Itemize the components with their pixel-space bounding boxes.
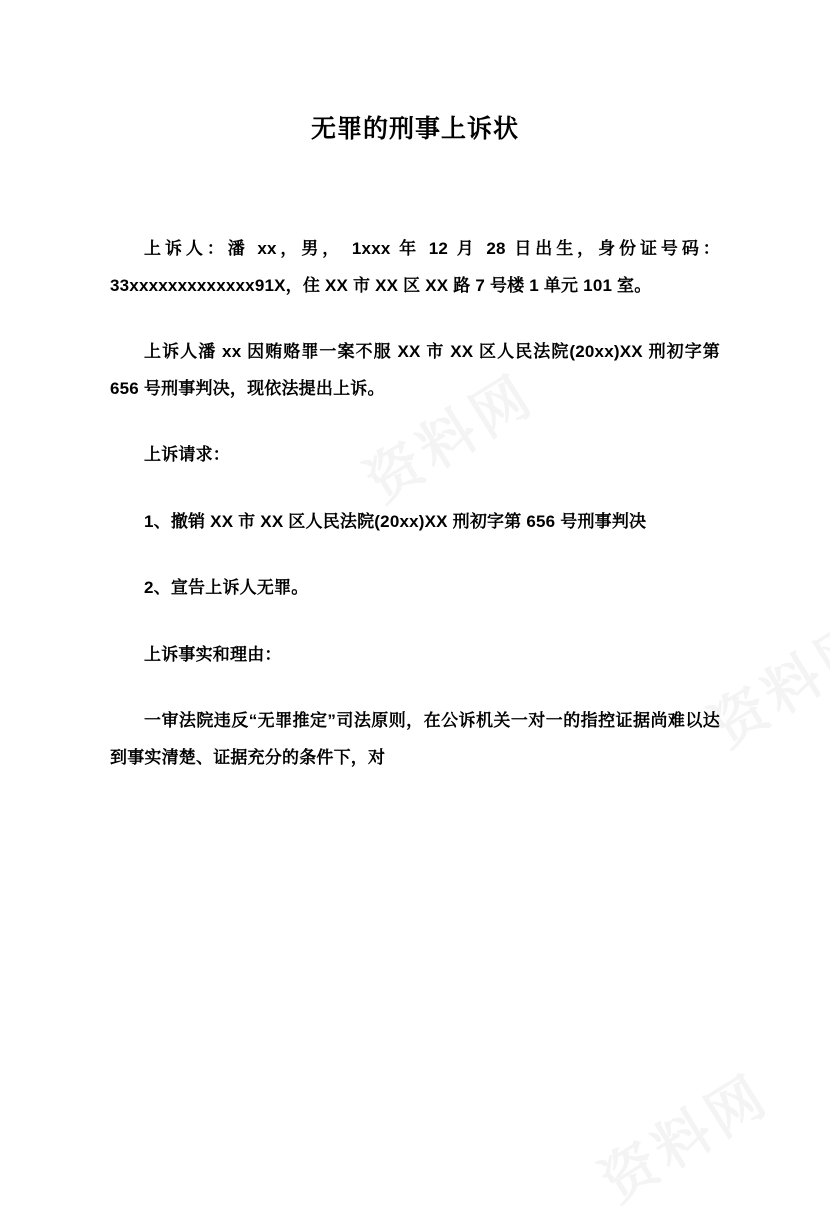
- spacer: [110, 304, 720, 334]
- spacer: [110, 607, 720, 637]
- spacer: [110, 673, 720, 703]
- heading-appeal-requests: 上诉请求：: [144, 445, 230, 465]
- heading-facts-and-reasons: 上诉事实和理由：: [144, 644, 282, 664]
- spacer: [110, 540, 720, 570]
- paragraph-appellant-info: 上诉人：潘 xx，男， 1xxx 年 12 月 28 日出生，身份证号码：33xxxxxxxxxxxxx91X，住 XX 市 XX 区 XX 路 7 号楼 1 单元 101 室。: [110, 239, 720, 295]
- spacer: [110, 474, 720, 504]
- paragraph-case-summary: 上诉人潘 xx 因贿赂罪一案不服 XX 市 XX 区人民法院(20xx)XX 刑初字第 656 号刑事判决，现依法提出上诉。: [110, 342, 720, 398]
- paragraph-request-2: 2、宣告上诉人无罪。: [144, 578, 309, 598]
- page-title: 无罪的刑事上诉状: [310, 115, 519, 143]
- spacer: [110, 407, 720, 437]
- watermark-text: [583, 1052, 783, 1218]
- spacer: [110, 147, 720, 231]
- paragraph-request-1: 1、撤销 XX 市 XX 区人民法院(20xx)XX 刑初字第 656 号刑事判决: [144, 511, 647, 531]
- paragraph-facts-body: 一审法院违反“无罪推定”司法原则，在公诉机关一对一的指控证据尚难以达到事实清楚、证据充分的条件下，对: [110, 711, 720, 767]
